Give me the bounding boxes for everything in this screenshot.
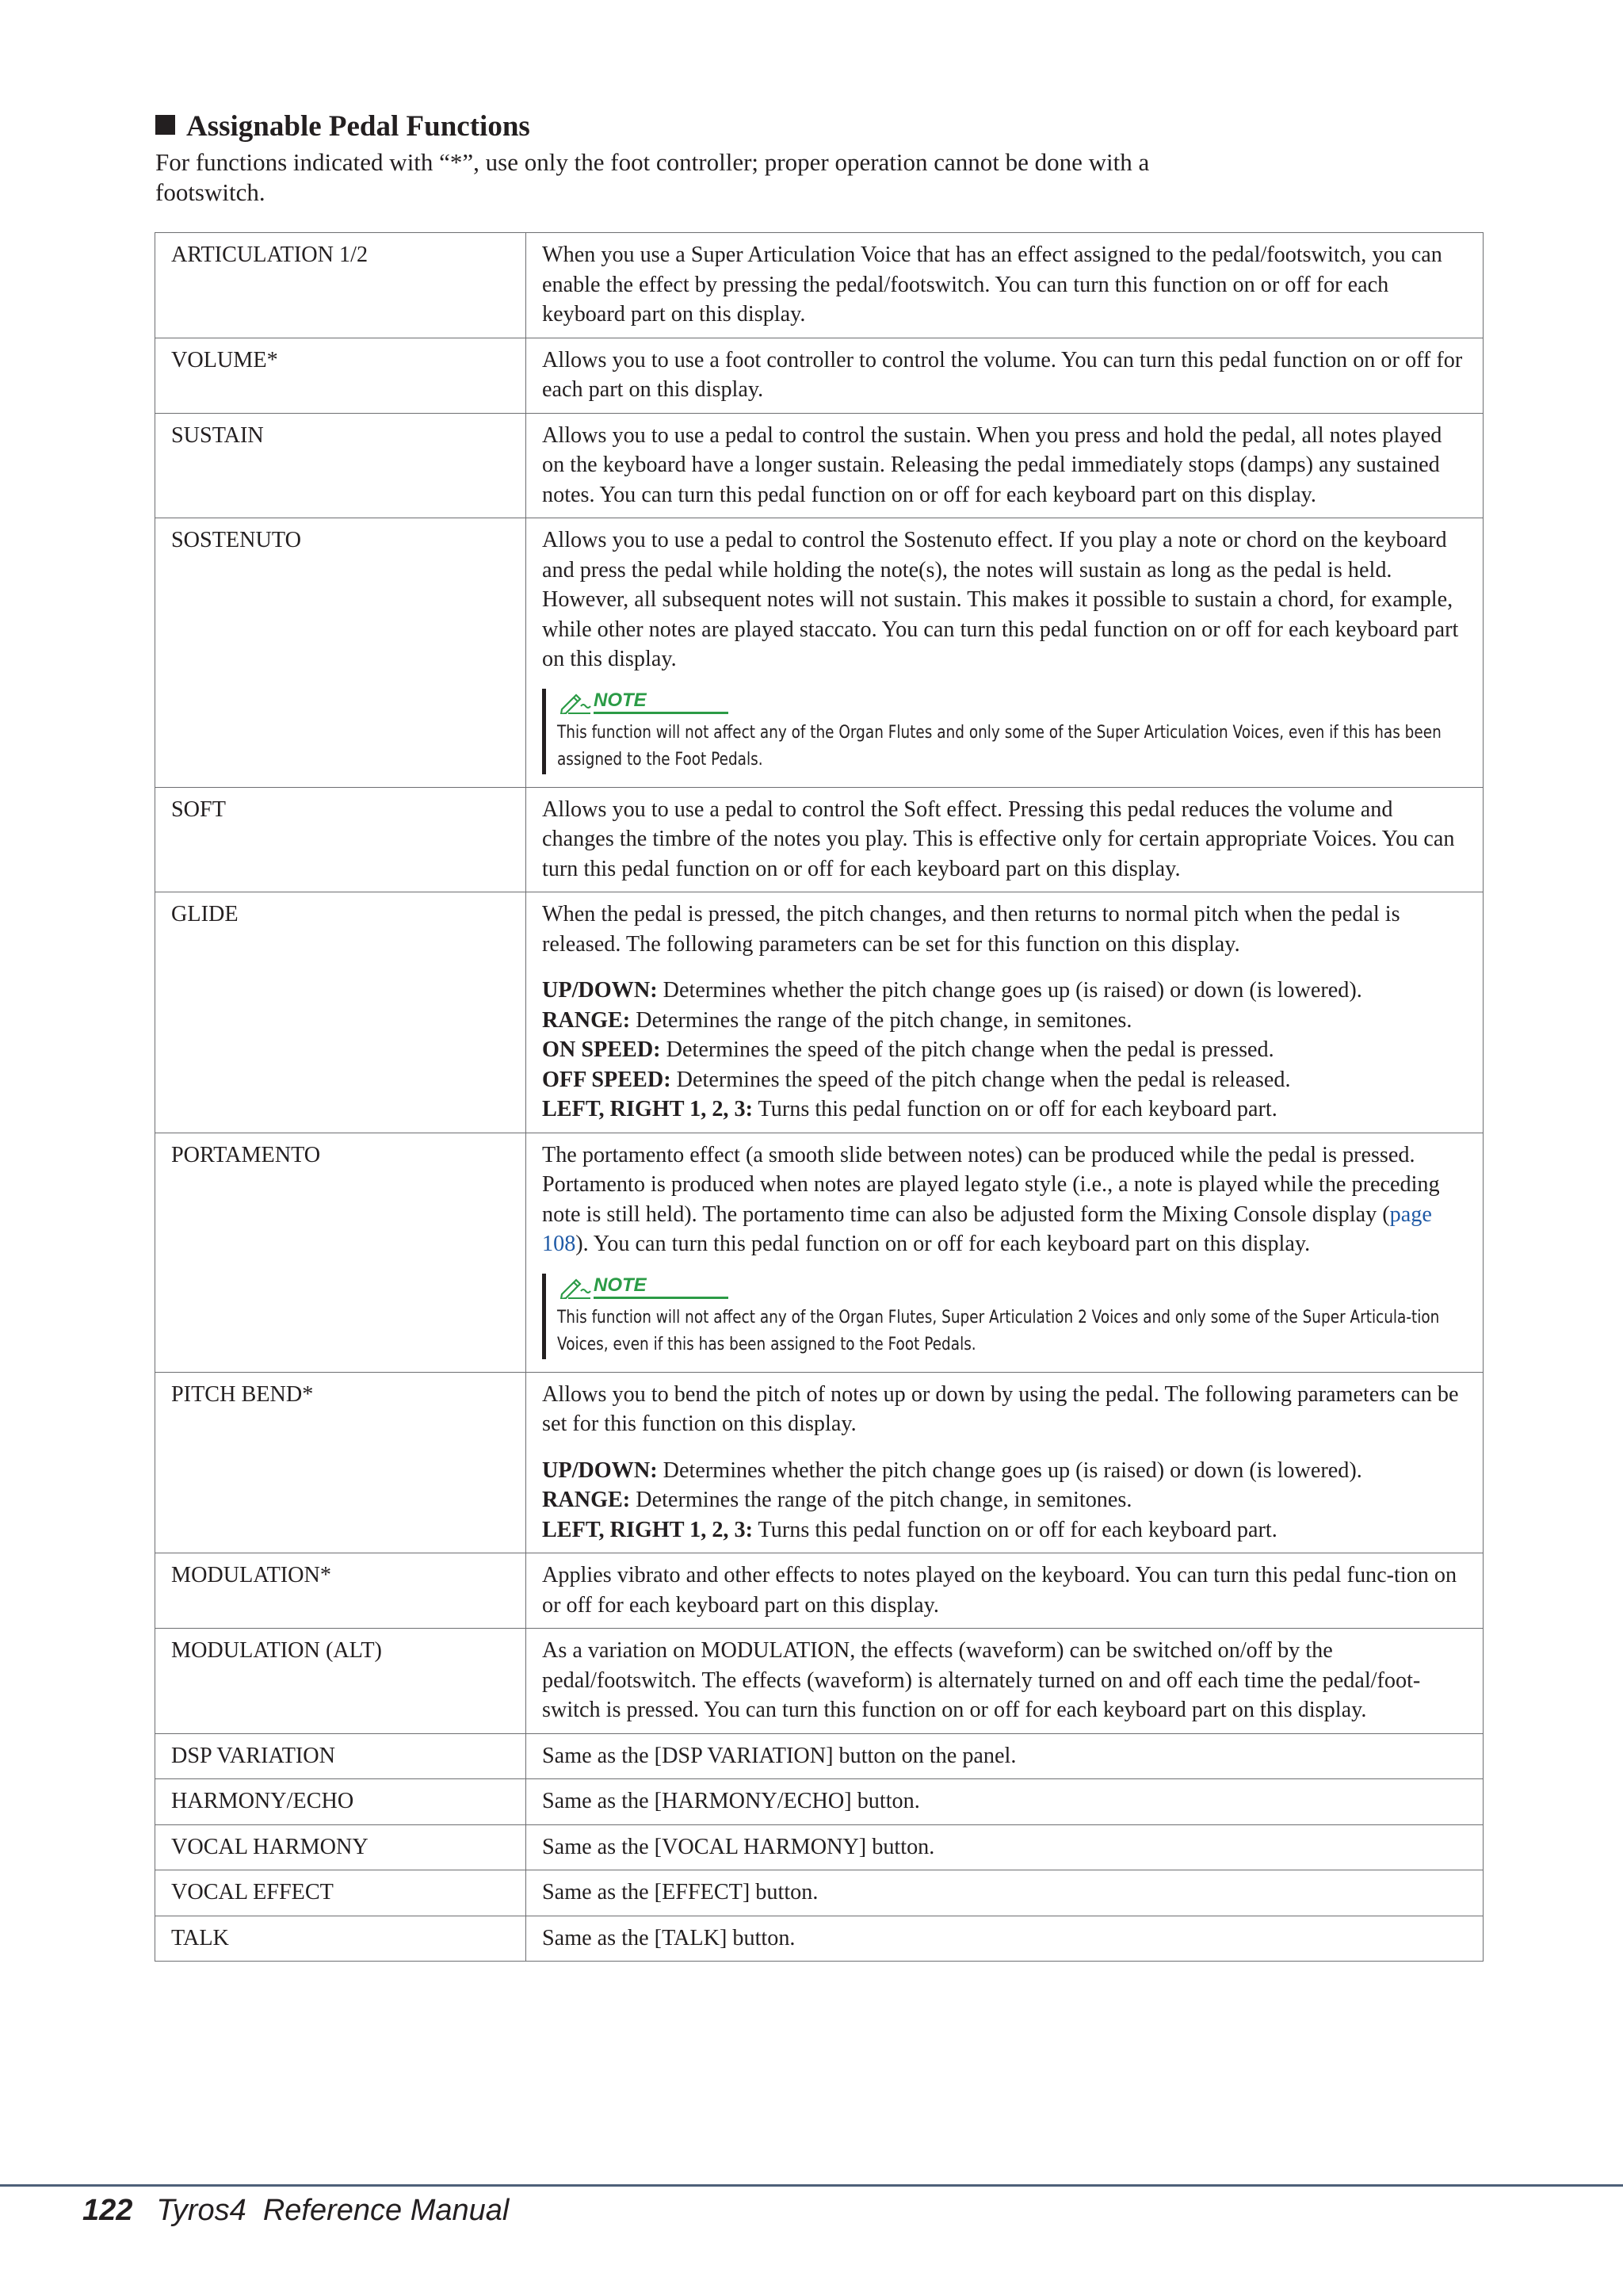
description-text: Allows you to use a pedal to control the sustain. When you press and hold the pedal, all notes played on the keyboard have a longer sustain. Releasing the pedal immediately stops (damps) any sustained notes. You can turn this pedal function on or off for each keyboard part on this display. [542,422,1442,507]
function-name: TALK [155,1916,526,1962]
note-box [542,689,1464,774]
note-box [542,1274,1464,1359]
parameter-item [542,1456,1464,1486]
parameter-desc: Determines the speed of the pitch change when the pedal is pressed. [660,1037,1274,1062]
table-row [155,338,1484,413]
table-row [155,1779,1484,1825]
parameter-list [542,976,1464,1125]
table-row [155,1870,1484,1916]
function-name: MODULATION (ALT) [155,1629,526,1734]
table-row [155,1916,1484,1962]
description-text: Allows you to use a pedal to control the Sostenuto effect. If you play a note or chord on the keyboard and press the pedal while holding the note(s), the notes will sustain as long as the pedal is held. However, all subsequent notes will not sustain. This makes it possible to sustain a chord, for example, while other notes are played staccato. You can turn this pedal function on or off for each keyboard part on this display. [542,528,1459,671]
parameter-term: LEFT, RIGHT 1, 2, 3: [542,1097,753,1121]
parameter-desc: Turns this pedal function on or off for each keyboard part. [753,1097,1277,1121]
description-text-part: The portamento effect (a smooth slide between notes) can be produced while the pedal is pressed. Portamento is produced when notes are played legato style (i.e., a note is played while the preceding note is still held). The portamento time can also be adjusted form the Mixing Console display ( [542,1142,1440,1227]
parameter-desc: Determines the speed of the pitch change when the pedal is released. [670,1067,1291,1092]
parameter-item [542,1095,1464,1125]
function-description [526,338,1484,413]
footer-rule [0,2184,1623,2187]
table-row [155,787,1484,892]
parameter-item [542,1065,1464,1095]
function-name: PITCH BEND* [155,1372,526,1553]
function-name: DSP VARIATION [155,1733,526,1779]
parameter-term: ON SPEED: [542,1037,661,1062]
page-number: 122 [82,2194,133,2227]
parameter-desc: Determines whether the pitch change goes up (is raised) or down (is lowered). [657,978,1362,1003]
function-name: VOCAL EFFECT [155,1870,526,1916]
function-description [526,1779,1484,1825]
description-text: When the pedal is pressed, the pitch changes, and then returns to normal pitch when the pedal is released. The following parameters can be set for this function on this display. [542,902,1400,957]
parameter-desc: Determines the range of the pitch change, in semitones. [630,1488,1132,1512]
parameter-desc: Turns this pedal function on or off for each keyboard part. [753,1517,1277,1542]
description-text [542,1140,1464,1259]
parameter-list [542,1456,1464,1545]
description-text: Allows you to use a foot controller to control the volume. You can turn this pedal function on or off for each part on this display. [542,347,1463,402]
function-name: VOLUME* [155,338,526,413]
parameter-item [542,1485,1464,1515]
description-text: As a variation on MODULATION, the effects (waveform) can be switched on/off by the pedal/footswitch. The effects (waveform) is alternately turned on and off each time the pedal/foot-switch is pressed. You can turn this function on or off for each keyboard part on this display. [542,1638,1421,1722]
section-intro: For functions indicated with “*”, use only the foot controller; proper operation cannot be done with a footswitch. [155,148,1150,206]
table-row [155,518,1484,788]
page-footer [82,2194,509,2228]
function-description [526,1553,1484,1629]
note-label: NOTE [594,1274,728,1299]
table-row [155,413,1484,518]
note-label: NOTE [594,690,728,714]
description-text: Same as the [HARMONY/ECHO] button. [542,1789,920,1813]
parameter-item [542,1006,1464,1036]
parameter-item [542,976,1464,1006]
function-description [526,1916,1484,1962]
parameter-desc: Determines the range of the pitch change, in semitones. [630,1007,1132,1033]
description-text: When you use a Super Articulation Voice that has an effect assigned to the pedal/footswitch, you can enable the effect by pressing the pedal/footswitch. You can turn this function on or off for each keyboard part on this display. [542,243,1442,327]
black-square-icon [155,115,175,135]
function-description [526,413,1484,518]
note-header [557,1274,1464,1301]
function-description [526,892,1484,1133]
parameter-term: LEFT, RIGHT 1, 2, 3: [542,1517,753,1542]
description-text: Allows you to bend the pitch of notes up or down by using the pedal. The following parameters can be set for this function on this display. [542,1381,1459,1436]
parameter-item [542,1035,1464,1065]
parameter-item [542,1515,1464,1545]
function-name: HARMONY/ECHO [155,1779,526,1825]
note-text: This function will not affect any of the Organ Flutes, Super Articulation 2 Voices and only some of the Super Articula-tion Voices, even if this has been assigned to the Foot Pedals. [557,1306,1440,1354]
parameter-term: OFF SPEED: [542,1067,671,1092]
function-name: GLIDE [155,892,526,1133]
function-description [526,1629,1484,1734]
table-row [155,1629,1484,1734]
table-row [155,1824,1484,1870]
table-row [155,1133,1484,1372]
pencil-note-icon [557,1275,592,1299]
function-name: ARTICULATION 1/2 [155,233,526,338]
parameter-term: RANGE: [542,1488,631,1512]
note-header [557,689,1464,716]
description-text: Same as the [VOCAL HARMONY] button. [542,1834,935,1859]
function-name: VOCAL HARMONY [155,1824,526,1870]
parameter-desc: Determines whether the pitch change goes up (is raised) or down (is lowered). [657,1457,1362,1483]
pencil-note-icon [557,690,592,714]
parameter-term: UP/DOWN: [542,978,658,1003]
description-text-part: ). You can turn this pedal function on or off for each keyboard part on this display. [575,1232,1311,1256]
function-description [526,1870,1484,1916]
section-title: Assignable Pedal Functions [186,110,530,143]
parameter-term: UP/DOWN: [542,1457,658,1483]
manual-title: Tyros4 Reference Manual [156,2194,510,2227]
description-text: Same as the [EFFECT] button. [542,1880,819,1904]
description-text: Same as the [TALK] button. [542,1925,796,1950]
table-row [155,1372,1484,1553]
parameter-term: RANGE: [542,1007,631,1033]
note-text: This function will not affect any of the Organ Flutes and only some of the Super Articulation Voices, even if this has been assigned to the Foot Pedals. [557,721,1442,770]
function-name: SOSTENUTO [155,518,526,788]
description-text: Allows you to use a pedal to control the Soft effect. Pressing this pedal reduces the volume and changes the timbre of the notes you play. This is effective only for certain appropriate Voices. You can turn this pedal function on or off for each keyboard part on this display. [542,797,1455,881]
function-description [526,1372,1484,1553]
pedal-functions-table [155,232,1484,1962]
function-description [526,518,1484,788]
function-description [526,787,1484,892]
function-name: MODULATION* [155,1553,526,1629]
table-row [155,1733,1484,1779]
function-name: SOFT [155,787,526,892]
function-description [526,1824,1484,1870]
function-name: PORTAMENTO [155,1133,526,1372]
section-heading [155,105,530,149]
table-row [155,892,1484,1133]
description-text: Same as the [DSP VARIATION] button on the panel. [542,1743,1017,1768]
function-description [526,233,1484,338]
table-row [155,1553,1484,1629]
page-108-link[interactable]: page 108 [542,1201,1432,1256]
function-name: SUSTAIN [155,413,526,518]
description-text: Applies vibrato and other effects to notes played on the keyboard. You can turn this pedal func-tion on or off for each keyboard part on this display. [542,1563,1457,1618]
function-description [526,1133,1484,1372]
function-description [526,1733,1484,1779]
table-row [155,233,1484,338]
